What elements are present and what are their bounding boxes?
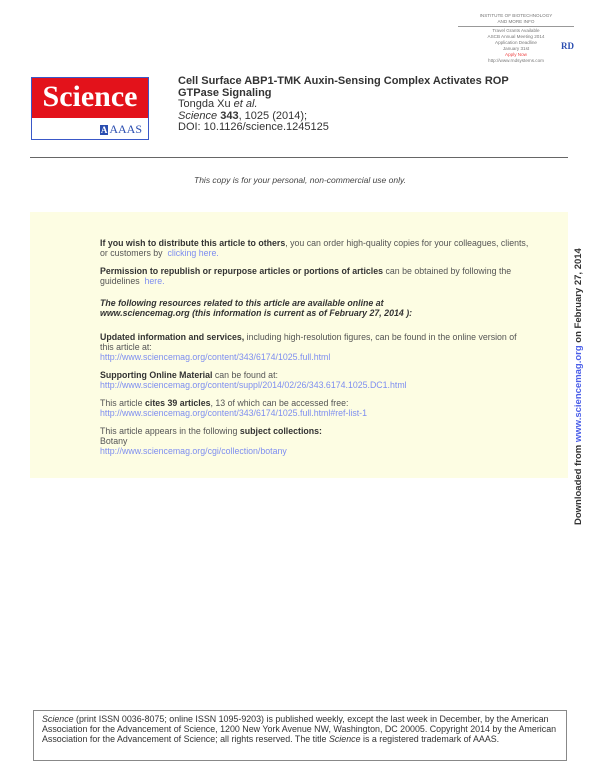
footer-journal: Science [42, 714, 74, 724]
cites-pre: This article [100, 398, 145, 408]
volume: 343 [220, 109, 239, 122]
doi: DOI: 10.1126/science.1245125 [178, 121, 329, 133]
copy-notice: This copy is for your personal, non-commercial use only. [194, 175, 406, 185]
ref-list-link[interactable]: http://www.sciencemag.org/content/343/6174/1025.full.html#ref-list-1 [100, 408, 367, 418]
info-box-content [100, 238, 530, 464]
ad-url[interactable]: http://www.rndsystems.com [488, 58, 544, 63]
download-date: on February 27, 2014 [573, 248, 584, 346]
ad-apply-link[interactable]: Apply Now [505, 52, 527, 57]
cites-text: , 13 of which can be accessed free: [210, 398, 349, 408]
som-heading: Supporting Online Material [100, 370, 213, 380]
science-logo [31, 77, 149, 140]
science-wordmark: Science [32, 78, 148, 118]
aaas-mark-icon: A [100, 125, 108, 135]
permission-here-link[interactable]: here. [144, 276, 165, 286]
distribute-heading: If you wish to distribute this article to others [100, 238, 286, 248]
advertisement[interactable] [452, 13, 580, 64]
full-text-link[interactable]: http://www.sciencemag.org/content/343/6174/1025.full.html [100, 352, 331, 362]
subject-pre: This article appears in the following [100, 426, 240, 436]
pages: , 1025 (2014); [238, 109, 308, 122]
aaas-logo [32, 118, 148, 140]
ad-line: ASCB Annual Meeting 2014 [487, 34, 545, 39]
download-stamp [573, 248, 584, 525]
ad-brand-logo: RD [561, 41, 574, 51]
footer-text-2: is a registered trademark of AAAS. [360, 734, 500, 745]
article-title-line1: Cell Surface ABP1-TMK Auxin-Sensing Complex Activates ROP [178, 75, 509, 87]
author-name: Tongda Xu [178, 98, 231, 110]
et-al: et al. [233, 98, 258, 110]
journal-name: Science [178, 109, 218, 122]
som-link[interactable]: http://www.sciencemag.org/content/suppl/2014/02/26/343.6174.1025.DC1.html [100, 380, 407, 390]
permission-heading: Permission to republish or repurpose articles or portions of articles [100, 266, 384, 276]
sciencemag-link[interactable]: www.sciencemag.org [573, 345, 584, 443]
subject-name: Botany [100, 436, 128, 446]
ad-line: INSTITUTE OF BIOTECHNOLOGY [479, 13, 553, 18]
som-text: can be found at: [212, 370, 278, 380]
aaas-text: AAAS [109, 122, 142, 136]
clicking-here-link[interactable]: clicking here. [167, 248, 219, 258]
footer-journal-2: Science [328, 734, 361, 745]
updated-heading: Updated information and services, [100, 332, 245, 342]
subject-heading: subject collections: [239, 426, 322, 436]
updated-text: including high-resolution figures, can be found in the online version of this article at: [100, 332, 517, 352]
distribute-text: , you can order high-quality copies for your colleagues, clients, or customers by [100, 238, 529, 258]
ad-divider [458, 26, 574, 27]
ad-line: AND MORE INFO [497, 19, 535, 24]
footer-text: (print ISSN 0036-8075; online ISSN 1095-9203) is published weekly, except the last week in December, by the American Association for the Advancement of Science, 1200 New York Avenue NW, Washington, DC 20005. Copyright 2014 by the American Association for the Advancement of Science; all rights reserved. The title [42, 714, 557, 745]
ad-line: Travel Grants Available [492, 28, 540, 33]
download-pre: Downloaded from [573, 442, 584, 525]
ad-line: Application Deadline [495, 40, 537, 45]
cites-heading: cites 39 articles [144, 398, 211, 408]
article-title-line2: GTPase Signaling [178, 86, 272, 99]
resources-line1: The following resources related to this article are available online at [100, 298, 384, 308]
footer-notice [33, 710, 567, 761]
ad-line: January 31st [502, 46, 530, 51]
article-header [178, 76, 509, 134]
collection-link[interactable]: http://www.sciencemag.org/cgi/collection/botany [100, 446, 287, 456]
permission-text: can be obtained by following the guidelines [100, 266, 512, 286]
resources-line2: www.sciencemag.org (this information is current as of February 27, 2014 ): [100, 308, 413, 318]
divider [30, 157, 568, 158]
